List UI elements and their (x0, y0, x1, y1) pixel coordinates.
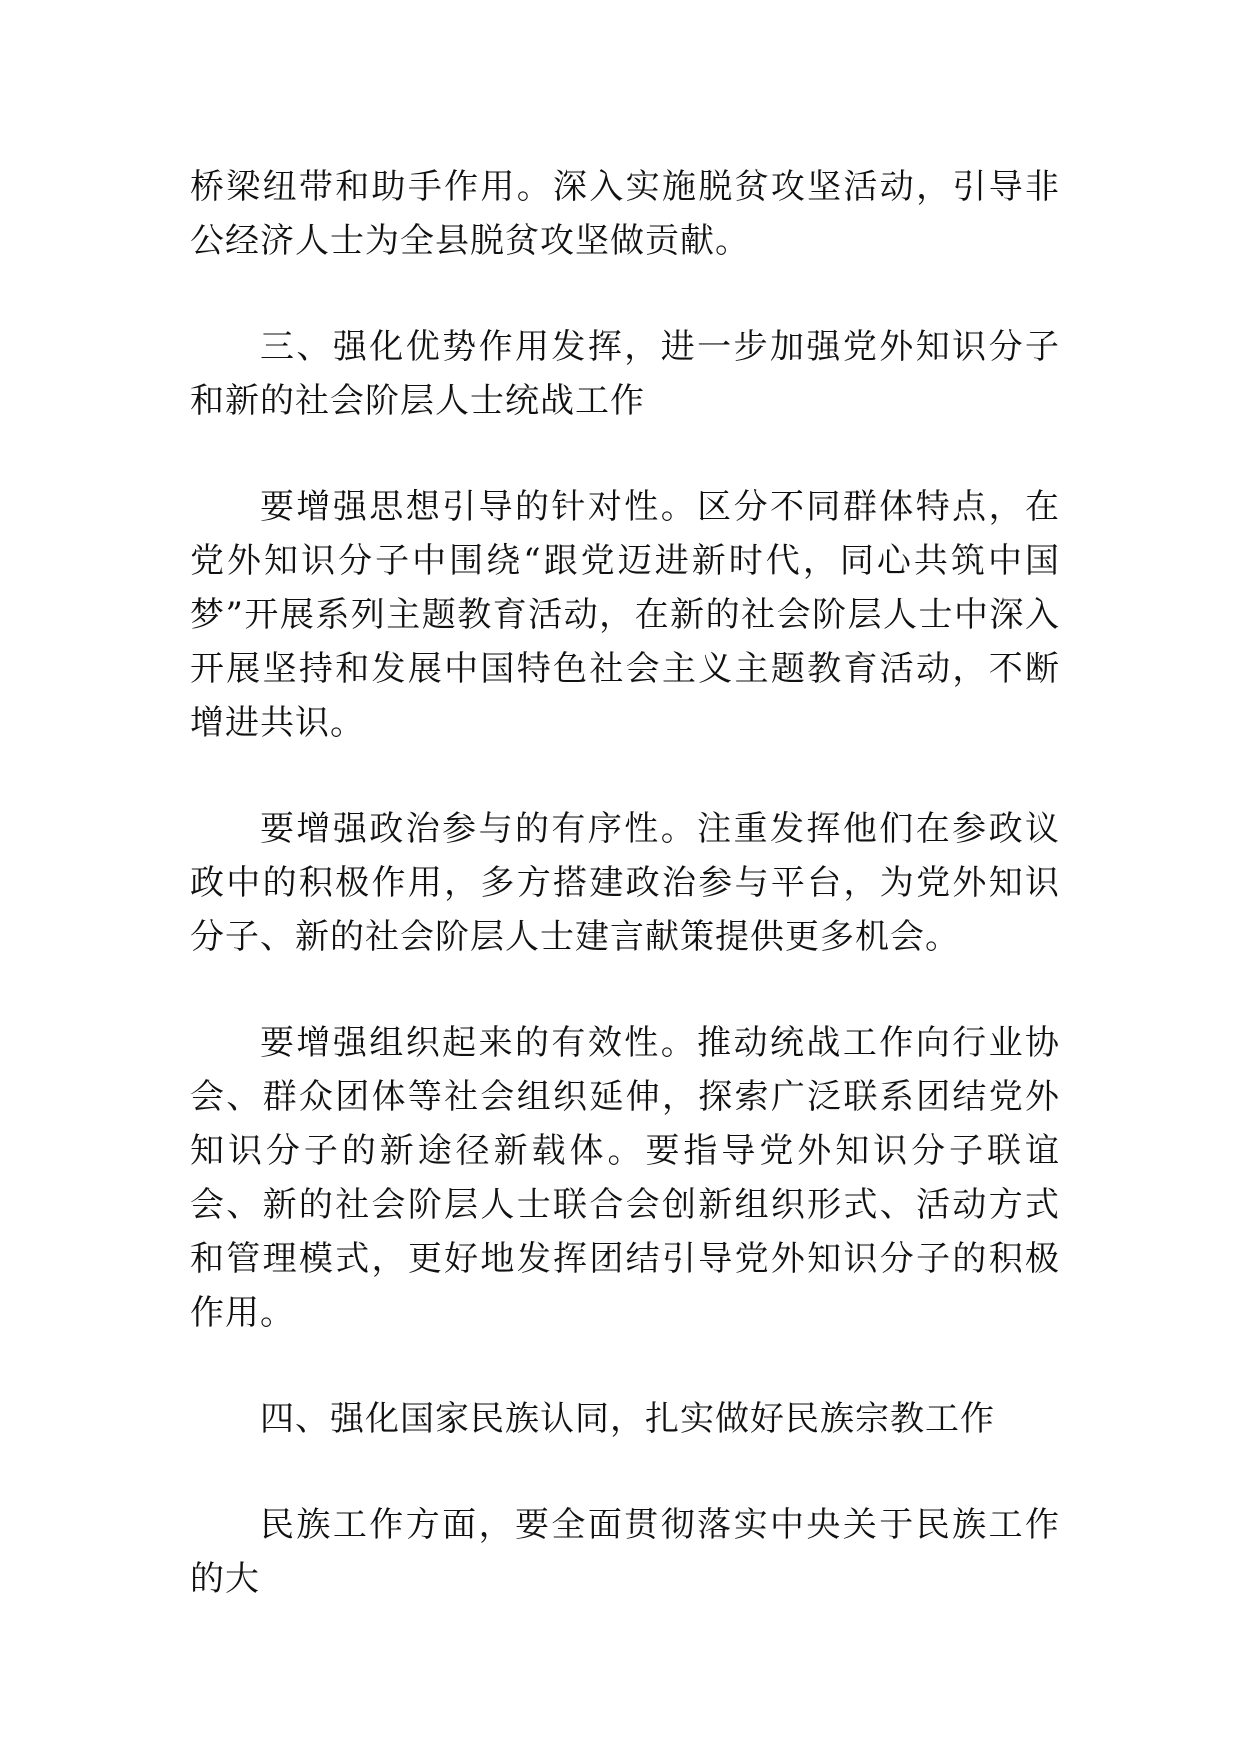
paragraph-gap (190, 750, 1060, 802)
paragraph-ideological-guidance: 要增强思想引导的针对性。区分不同群体特点，在党外知识分子中围绕“跟党迈进新时代，同心共筑中国梦”开展系列主题教育活动，在新的社会阶层人士中深入开展坚持和发展中国特色社会主义主题教育活动，不断增进共识。 (190, 487, 1060, 743)
paragraph-political-participation: 要增强政治参与的有序性。注重发挥他们在参政议政中的积极作用，多方搭建政治参与平台，为党外知识分子、新的社会阶层人士建言献策提供更多机会。 (190, 809, 1060, 957)
paragraph-continuation: 桥梁纽带和助手作用。深入实施脱贫攻坚活动，引导非公经济人士为全县脱贫攻坚做贡献。 (190, 167, 1060, 261)
section-heading-four: 四、强化国家民族认同，扎实做好民族宗教工作 (260, 1399, 995, 1439)
paragraph-gap (190, 1446, 1060, 1498)
paragraph-gap (190, 1340, 1060, 1392)
paragraph-gap (190, 268, 1060, 320)
paragraph-gap (190, 428, 1060, 480)
paragraph-ethnic-work: 民族工作方面，要全面贯彻落实中央关于民族工作的大 (190, 1505, 1060, 1599)
section-heading-three: 三、强化优势作用发挥，进一步加强党外知识分子和新的社会阶层人士统战工作 (190, 327, 1060, 421)
paragraph-gap (190, 964, 1060, 1016)
paragraph-organization: 要增强组织起来的有效性。推动统战工作向行业协会、群众团体等社会组织延伸，探索广泛联系团结党外知识分子的新途径新载体。要指导党外知识分子联谊会、新的社会阶层人士联合会创新组织形式、活动方式和管理模式，更好地发挥团结引导党外知识分子的积极作用。 (190, 1023, 1060, 1333)
document-body (190, 160, 1060, 1606)
